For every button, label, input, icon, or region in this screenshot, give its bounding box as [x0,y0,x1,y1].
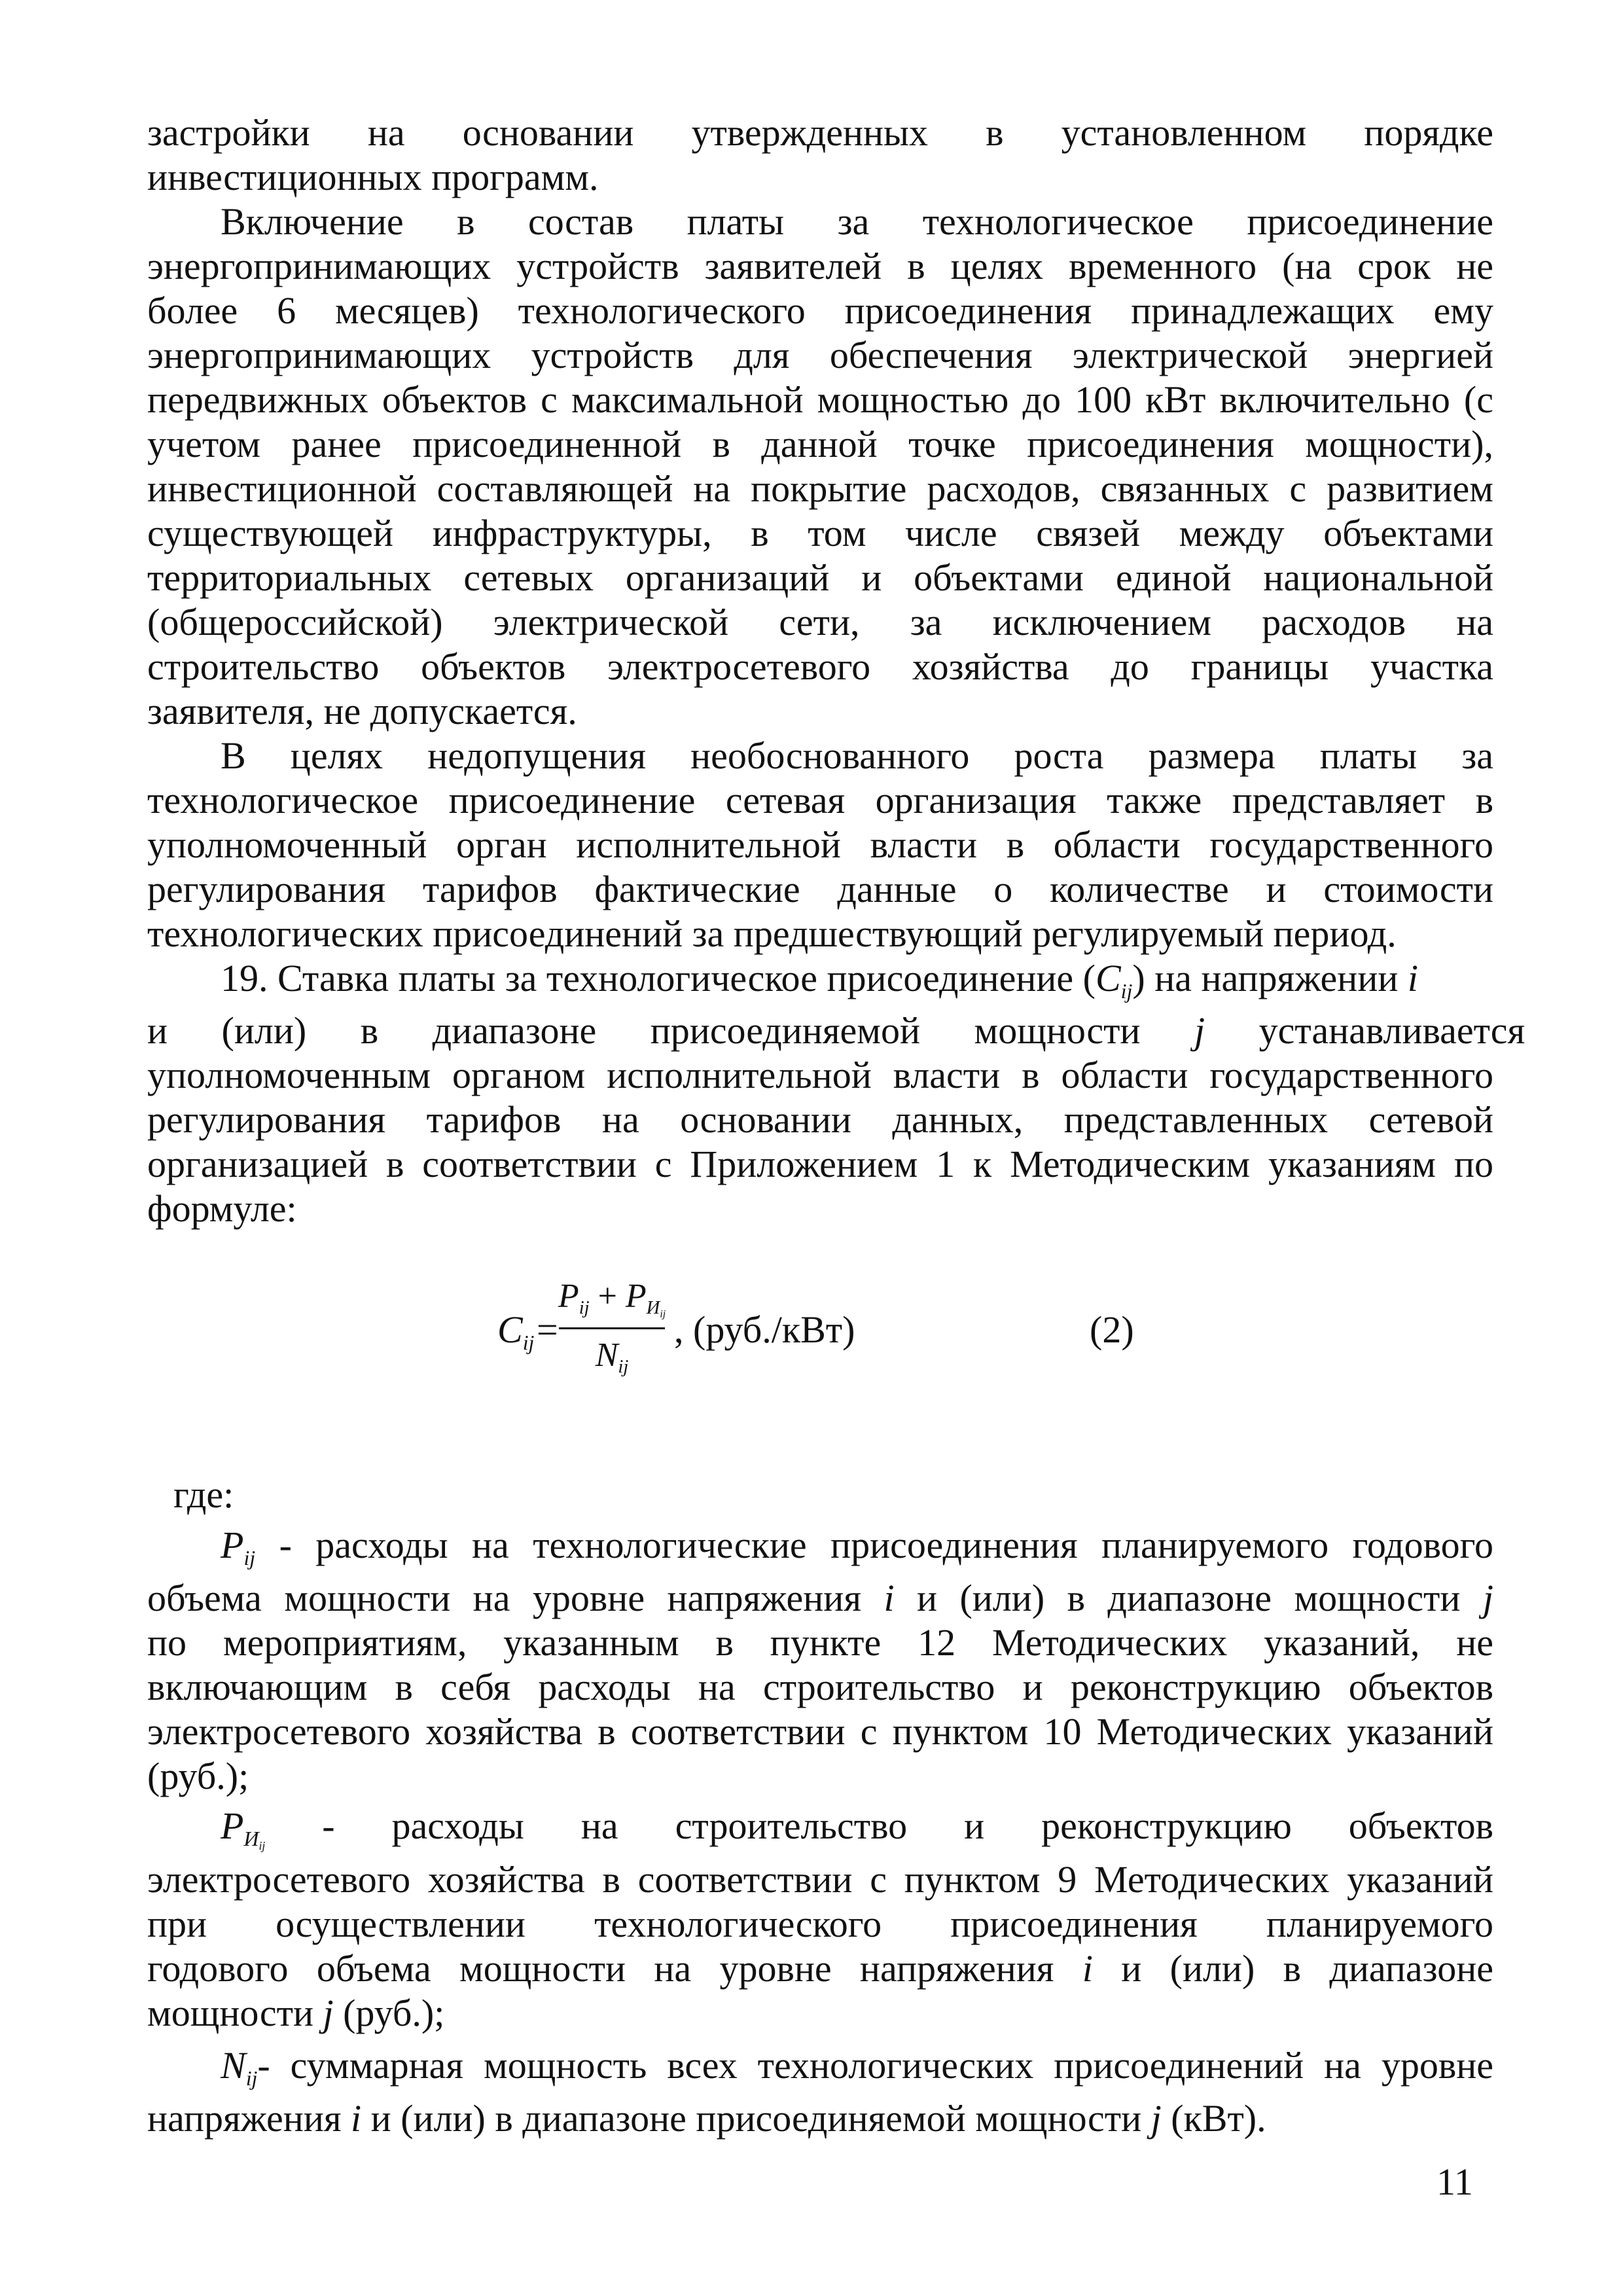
equals-sign: = [537,1308,558,1351]
body-text-top [147,111,1525,1231]
math-j: j [1194,1009,1205,1052]
text-line: заявителя, не допускается. [147,690,577,732]
text-segment: и (или) в диапазоне присоединяемой мощности [147,1009,1194,1052]
text-line: электросетевого хозяйства в соответствии с пунктом 10 Методических указаний [147,1710,1493,1753]
fraction [556,1270,668,1382]
text-line: строительство объектов электросетевого хозяйства до границы участка [147,645,1493,688]
text-line: территориальных сетевых организаций и объектами единой национальной [147,556,1493,599]
text-line: уполномоченным органом исполнительной власти в области государственного [147,1054,1493,1096]
text-line: застройки на основании утвержденных в установленном порядке [147,111,1493,154]
text-line: передвижных объектов с максимальной мощностью до 100 кВт включительно (с [147,378,1493,421]
text-line: технологических присоединений за предшествующий регулируемый период. [147,912,1397,955]
text-line: В целях недопущения необоснованного роста размера платы за [221,734,1493,777]
def-p-i-ij: $P_{И_{ij}}$ - расходы на строительство и реконструкцию объектов [221,1804,1493,1853]
formula-number: (2) [1090,1308,1134,1351]
text-line: электросетевого хозяйства в соответствии с пунктом 9 Методических указаний [147,1858,1493,1901]
text-line: уполномоченный орган исполнительной власти в области государственного [147,823,1493,866]
text-line: организацией в соответствии с Приложением 1 к Методическим указаниям по [147,1143,1493,1185]
denominator: $N_{ij}$ [595,1336,629,1377]
text-line: энергопринимающих устройств для обеспечения электрической энергией [147,334,1493,376]
text-line: при осуществлении технологического присоединения планируемого [147,1903,1493,1945]
numerator: $P_{ij} + P_{И_{ij}}$ [558,1278,666,1320]
where-label: где: [173,1473,234,1516]
text-line: формуле: [147,1187,297,1230]
formula-unit: , (руб./кВт) [674,1308,855,1351]
text-line: (руб.); [147,1755,249,1797]
text-segment: 19. Ставка платы за технологическое присоединение ( [221,957,1096,999]
text-line: мощности j (руб.); [147,1992,445,2034]
text-line: (общероссийской) электрической сети, за исключением расходов на [147,601,1493,643]
text-segment: устанавливается [1205,1009,1525,1052]
definitions [147,1473,1493,2141]
def-n-ij: $N_{ij}-$ суммарная мощность всех технологических присоединений на уровне [221,2044,1493,2090]
text-segment: ) на напряжении [1132,957,1408,999]
text-line: инвестиционных программ. [147,156,599,198]
text-line: регулирования тарифов фактические данные о количестве и стоимости [147,868,1493,910]
text-line: энергопринимающих устройств заявителей в целях временного (на срок не [147,245,1493,287]
math-i: i [1407,957,1419,999]
formula-lhs: $C_{ij}$ [497,1308,535,1355]
text-line: более 6 месяцев) технологического присоединения принадлежащих ему [147,289,1493,332]
text-line: регулирования тарифов на основании данных, представленных сетевой [147,1098,1493,1141]
text-line: объема мощности на уровне напряжения i и (или) в диапазоне мощности j [147,1577,1493,1619]
text-line: учетом ранее присоединенной в данной точке присоединения мощности), [147,423,1493,465]
formula-2 [497,1270,1152,1388]
text-line: Включение в состав платы за технологическое присоединение [221,200,1493,243]
page-number: 11 [1436,2161,1473,2203]
text-line: годового объема мощности на уровне напряжения i и (или) в диапазоне [147,1947,1493,1990]
math-c-ij: $C_{ij}$ [1095,957,1133,1003]
text-line [147,956,1493,1009]
text-line: инвестиционной составляющей на покрытие расходов, связанных с развитием [147,467,1493,510]
text-line: существующей инфраструктуры, в том числе связей между объектами [147,512,1493,554]
def-p-ij: $P_{ij}$ - расходы на технологические присоединения планируемого годового [221,1524,1493,1570]
text-line: технологическое присоединение сетевая организация также представляет в [147,779,1493,821]
text-line: по мероприятиям, указанным в пункте 12 Методических указаний, не [147,1621,1493,1664]
text-line: напряжения i и (или) в диапазоне присоединяемой мощности j (кВт). [147,2097,1266,2140]
text-line: включающим в себя расходы на строительство и реконструкцию объектов [147,1666,1493,1708]
text-line [147,1009,1525,1053]
